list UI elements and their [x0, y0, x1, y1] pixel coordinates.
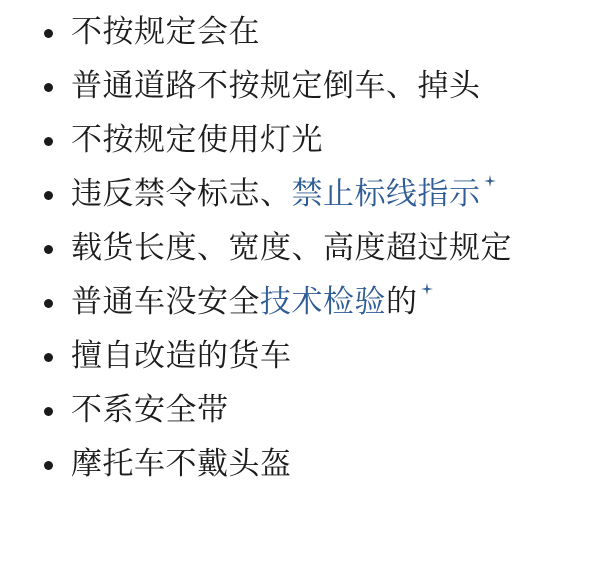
list-item — [0, 280, 612, 334]
list-item-text — [71, 334, 292, 378]
list-item-text — [71, 442, 292, 486]
list-item-text — [71, 10, 260, 54]
list-item — [0, 442, 612, 496]
text-segment: 不按规定使用灯光 — [71, 122, 323, 158]
text-segment: 普通车没安全 — [71, 284, 260, 320]
bullet-dot-icon — [44, 83, 53, 92]
link-sparkle-icon — [420, 287, 434, 301]
text-segment: 普通道路不按规定倒车、掉头 — [71, 68, 481, 104]
bullet-dot-icon — [44, 407, 53, 416]
bullet-dot-icon — [44, 353, 53, 362]
link-sparkle-icon — [483, 179, 497, 193]
bullet-dot-icon — [44, 191, 53, 200]
bullet-dot-icon — [44, 299, 53, 308]
list-item — [0, 388, 612, 442]
text-segment: 摩托车不戴头盔 — [71, 446, 292, 482]
text-segment: 擅自改造的货车 — [71, 338, 292, 374]
list-item-text — [71, 280, 434, 324]
inline-link[interactable]: 技术检验 — [260, 284, 386, 320]
list-item — [0, 226, 612, 280]
violation-list — [0, 10, 612, 496]
list-item — [0, 334, 612, 388]
bullet-dot-icon — [44, 461, 53, 470]
list-item — [0, 172, 612, 226]
list-item-text — [71, 118, 323, 162]
bullet-dot-icon — [44, 137, 53, 146]
list-item-text — [71, 64, 481, 108]
text-segment: 的 — [386, 284, 418, 320]
list-item — [0, 118, 612, 172]
bullet-dot-icon — [44, 29, 53, 38]
bullet-dot-icon — [44, 245, 53, 254]
list-item — [0, 64, 612, 118]
inline-link[interactable]: 禁止标线指示 — [291, 176, 481, 212]
list-item-text — [71, 226, 512, 270]
list-item-text — [71, 172, 497, 216]
text-segment: 违反禁令标志、 — [71, 176, 292, 212]
text-segment: 不系安全带 — [71, 392, 229, 428]
text-segment: 不按规定会在 — [71, 14, 260, 50]
list-item — [0, 10, 612, 64]
list-item-text — [71, 388, 229, 432]
text-segment: 载货长度、宽度、高度超过规定 — [71, 230, 512, 266]
